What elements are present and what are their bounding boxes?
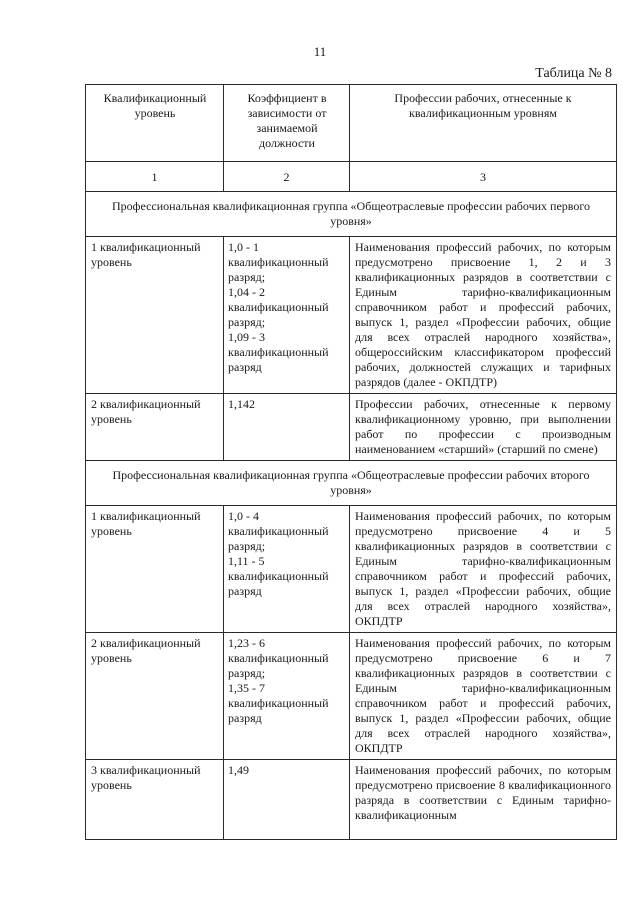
level-cell: 1 квалификационный уровень — [86, 506, 224, 633]
coefficient-line: 1,09 - 3 квалификационный разряд — [228, 330, 329, 374]
coefficient-line: 1,0 - 4 квалификационный разряд; — [228, 509, 329, 553]
table-row — [86, 633, 617, 760]
level-cell: 2 квалификационный уровень — [86, 633, 224, 760]
column-number: 1 — [86, 162, 224, 192]
coefficient-line: 1,0 - 1 квалификационный разряд; — [228, 240, 329, 284]
professions-cell: Наименования профессий рабочих, по которым предусмотрено присвоение 6 и 7 квалификационных разрядов в соответствии с Единым тарифно-квалификационным справочником работ и профессий рабочих, выпуск 1, раздел «Профессии рабочих, общие для всех отраслей народного хозяйства», ОКПДТР — [350, 633, 617, 760]
column-number: 2 — [224, 162, 350, 192]
table-row — [86, 237, 617, 394]
professions-cell: Наименования профессий рабочих, по которым предусмотрено присвоение 8 квалификационного разряда в соответствии с Единым тарифно-квалификационным — [350, 760, 617, 840]
group-title: Профессиональная квалификационная группа «Общеотраслевые профессии рабочих первого уровня» — [86, 192, 617, 237]
qualification-table — [85, 84, 617, 840]
header-level: Квалификационный уровень — [86, 85, 224, 162]
coefficient-cell — [224, 506, 350, 633]
coefficient-line: 1,23 - 6 квалификационный разряд; — [228, 636, 329, 680]
group-title-row — [86, 461, 617, 506]
header-coefficient: Коэффициент в зависимости от занимаемой должности — [224, 85, 350, 162]
group-title: Профессиональная квалификационная группа «Общеотраслевые профессии рабочих второго уровня» — [86, 461, 617, 506]
coefficient-cell — [224, 633, 350, 760]
table-row — [86, 394, 617, 461]
page-number: 11 — [313, 44, 327, 59]
column-number: 3 — [350, 162, 617, 192]
table-row — [86, 760, 617, 840]
coefficient-cell — [224, 237, 350, 394]
coefficient-line: 1,04 - 2 квалификационный разряд; — [228, 285, 329, 329]
table-row — [86, 506, 617, 633]
coefficient-line: 1,49 — [228, 763, 249, 777]
level-cell: 2 квалификационный уровень — [86, 394, 224, 461]
professions-cell: Наименования профессий рабочих, по которым предусмотрено присвоение 1, 2 и 3 квалификационных разрядов в соответствии с Единым тарифно-квалификационным справочником работ и профессий рабочих, выпуск 1, раздел «Профессии рабочих, общие для всех отраслей народного хозяйства», общероссийским классификатором профессий рабочих, должностей служащих и тарифных разрядов (далее - ОКПДТР) — [350, 237, 617, 394]
coefficient-line: 1,142 — [228, 397, 255, 411]
level-cell: 3 квалификационный уровень — [86, 760, 224, 840]
level-cell: 1 квалификационный уровень — [86, 237, 224, 394]
group-title-row — [86, 192, 617, 237]
coefficient-cell — [224, 394, 350, 461]
header-professions: Профессии рабочих, отнесенные к квалификационным уровням — [350, 85, 617, 162]
column-number-row — [86, 162, 617, 192]
table-header-row — [86, 85, 617, 162]
coefficient-line: 1,11 - 5 квалификационный разряд — [228, 554, 329, 598]
table-title: Таблица № 8 — [535, 66, 612, 81]
coefficient-cell — [224, 760, 350, 840]
professions-cell: Профессии рабочих, отнесенные к первому квалификационному уровню, при выполнении работ по профессии с производным наименованием «старший» (старший по смене) — [350, 394, 617, 461]
coefficient-line: 1,35 - 7 квалификационный разряд — [228, 681, 329, 725]
professions-cell: Наименования профессий рабочих, по которым предусмотрено присвоение 4 и 5 квалификационных разрядов в соответствии с Единым тарифно-квалификационным справочником работ и профессий рабочих, выпуск 1, раздел «Профессии рабочих, общие для всех отраслей народного хозяйства», ОКПДТР — [350, 506, 617, 633]
